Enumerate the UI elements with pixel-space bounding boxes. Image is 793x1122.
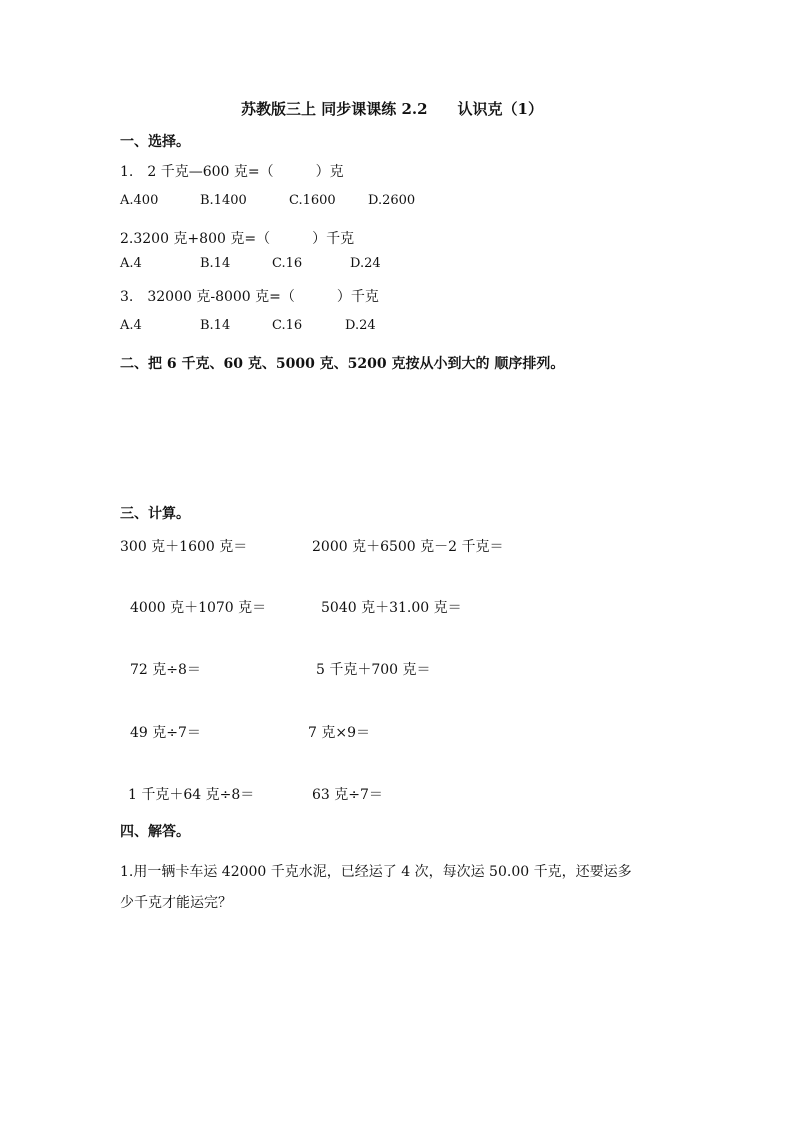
section-2-heading: 二、把 6 千克、60 克、5000 克、5200 克按从小到大的 顺序排列。 [120, 356, 565, 372]
section-4-heading: 四、解答。 [120, 824, 190, 840]
question-3-option-a: A.4 [120, 318, 142, 333]
question-2-option-d: D.24 [350, 256, 381, 271]
question-2-option-c: C.16 [272, 256, 303, 271]
calc-row-1-right: 2000 克＋6500 克－2 千克＝ [312, 539, 504, 555]
section-3-heading: 三、计算。 [120, 506, 190, 522]
question-3-option-b: B.14 [200, 318, 231, 333]
calc-row-5-right: 63 克÷7＝ [312, 787, 383, 803]
calc-row-1-left: 300 克＋1600 克＝ [120, 539, 248, 555]
question-1-option-b: B.1400 [200, 193, 247, 208]
question-3-text: 3. 32000 克-8000 克=（ ）千克 [120, 289, 379, 305]
question-3-option-d: D.24 [345, 318, 376, 333]
page-title: 苏教版三上 同步课课练 2.2 认识克（1） [241, 100, 543, 118]
question-1-option-d: D.2600 [368, 193, 416, 208]
question-1-option-c: C.1600 [289, 193, 336, 208]
calc-row-4-left: 49 克÷7＝ [130, 725, 201, 741]
calc-row-5-left: 1 千克＋64 克÷8＝ [128, 787, 255, 803]
question-1-option-a: A.400 [120, 193, 159, 208]
question-3-option-c: C.16 [272, 318, 303, 333]
question-2-option-b: B.14 [200, 256, 231, 271]
problem-1-line-2: 少千克才能运完？ [120, 895, 232, 911]
calc-row-2-left: 4000 克＋1070 克＝ [130, 600, 267, 616]
calc-row-4-right: 7 克×9＝ [308, 725, 370, 741]
calc-row-2-right: 5040 克＋31.00 克＝ [321, 600, 462, 616]
calc-row-3-left: 72 克÷8＝ [130, 662, 201, 678]
calc-row-3-right: 5 千克＋700 克＝ [316, 662, 431, 678]
question-2-option-a: A.4 [120, 256, 142, 271]
problem-1-line-1: 1.用一辆卡车运 42000 千克水泥，已经运了 4 次，每次运 50.00 千克，还要运多 [120, 864, 632, 880]
section-1-heading: 一、选择。 [120, 134, 190, 150]
question-2-text: 2.3200 克+800 克=（ ）千克 [120, 231, 355, 247]
question-1-text: 1. 2 千克—600 克=（ ）克 [120, 164, 344, 180]
